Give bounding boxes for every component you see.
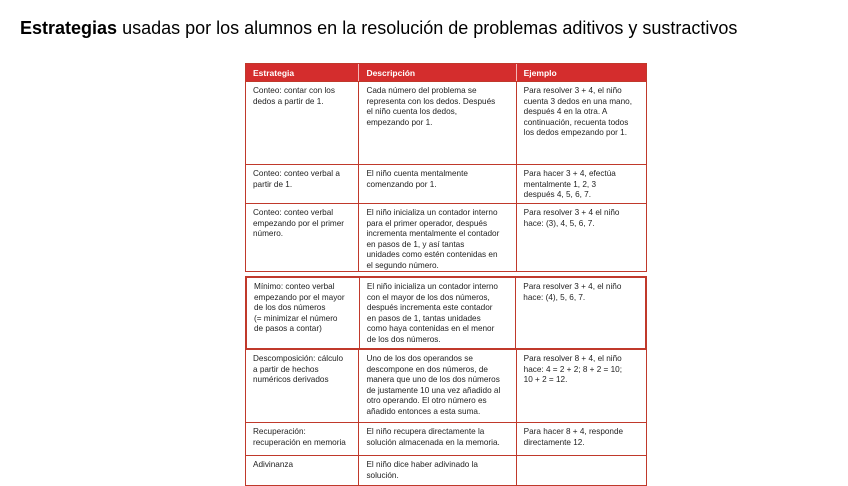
- strategies-table: [245, 63, 647, 486]
- table-row: [245, 350, 647, 423]
- header-strategy: Estrategia: [246, 64, 359, 81]
- cell-description: Uno de los dos operandos se descompone en dos números, de manera que uno de los dos números de justamente 10 una vez añadido al otro operando. El otro número es añadido entonces a esta suma.: [359, 350, 516, 422]
- table-row: [245, 456, 647, 486]
- cell-example: Para resolver 3 + 4 el niño hace: (3), 4, 5, 6, 7.: [523, 208, 620, 228]
- cell-description: El niño inicializa un contador interno para el primer operador, después incrementa mentalmente el contador en pasos de 1, y así tantas unidades como estén contenidas en el segundo número.: [359, 204, 516, 271]
- cell-strategy: Conteo: contar con los dedos a partir de 1.: [246, 82, 359, 164]
- cell-example: [517, 456, 646, 485]
- cell-strategy: Adivinanza: [246, 456, 359, 485]
- cell-strategy: Recuperación: recuperación en memoria: [246, 423, 359, 455]
- table-row: [245, 204, 647, 272]
- cell-description: El niño cuenta mentalmente comenzando por 1.: [359, 165, 516, 203]
- table-row: [245, 165, 647, 204]
- cell-description: El niño inicializa un contador interno con el mayor de los dos números, después incrementa este contador en pasos de 1, tantas unidades como haya contenidas en el menor de los dos números.: [360, 278, 516, 348]
- title-rest: usadas por los alumnos en la resolución de problemas aditivos y sustractivos: [117, 18, 738, 38]
- cell-description: El niño dice haber adivinado la solución.: [359, 456, 516, 485]
- header-example: Ejemplo: [523, 67, 557, 78]
- header-description: Descripción: [359, 64, 516, 81]
- table-row: [245, 276, 647, 350]
- table-row: [245, 82, 647, 165]
- table-header: [245, 63, 647, 82]
- title-bold: Estrategias: [20, 18, 118, 38]
- cell-description: Cada número del problema se representa con los dedos. Después el niño cuenta los dedos, empezando por 1.: [359, 82, 516, 164]
- cell-example: Para resolver 3 + 4, el niño cuenta 3 dedos en una mano, después 4 en la otra. A continuación, recuenta todos los dedos empezando por 1.: [523, 86, 632, 138]
- cell-strategy: Conteo: conteo verbal empezando por el primer número.: [246, 204, 359, 271]
- cell-example: Para resolver 3 + 4, el niño hace: (4), 5, 6, 7.: [523, 282, 622, 302]
- cell-example: Para hacer 8 + 4, responde directamente 12.: [523, 427, 624, 447]
- cell-strategy: Conteo: conteo verbal a partir de 1.: [246, 165, 359, 203]
- cell-strategy: Descomposición: cálculo a partir de hechos numéricos derivados: [246, 350, 359, 422]
- cell-example: Para hacer 3 + 4, efectúa mentalmente 1, 2, 3 después 4, 5, 6, 7.: [523, 169, 616, 200]
- page-title: [20, 18, 737, 39]
- cell-example: Para resolver 8 + 4, el niño hace: 4 = 2 + 2; 8 + 2 = 10; 10 + 2 = 12.: [523, 354, 622, 385]
- cell-description: El niño recupera directamente la solución almacenada en la memoria.: [359, 423, 516, 455]
- cell-strategy: Mínimo: conteo verbal empezando por el mayor de los dos números (= minimizar el número de pasos a contar): [247, 278, 360, 348]
- table-row: [245, 423, 647, 456]
